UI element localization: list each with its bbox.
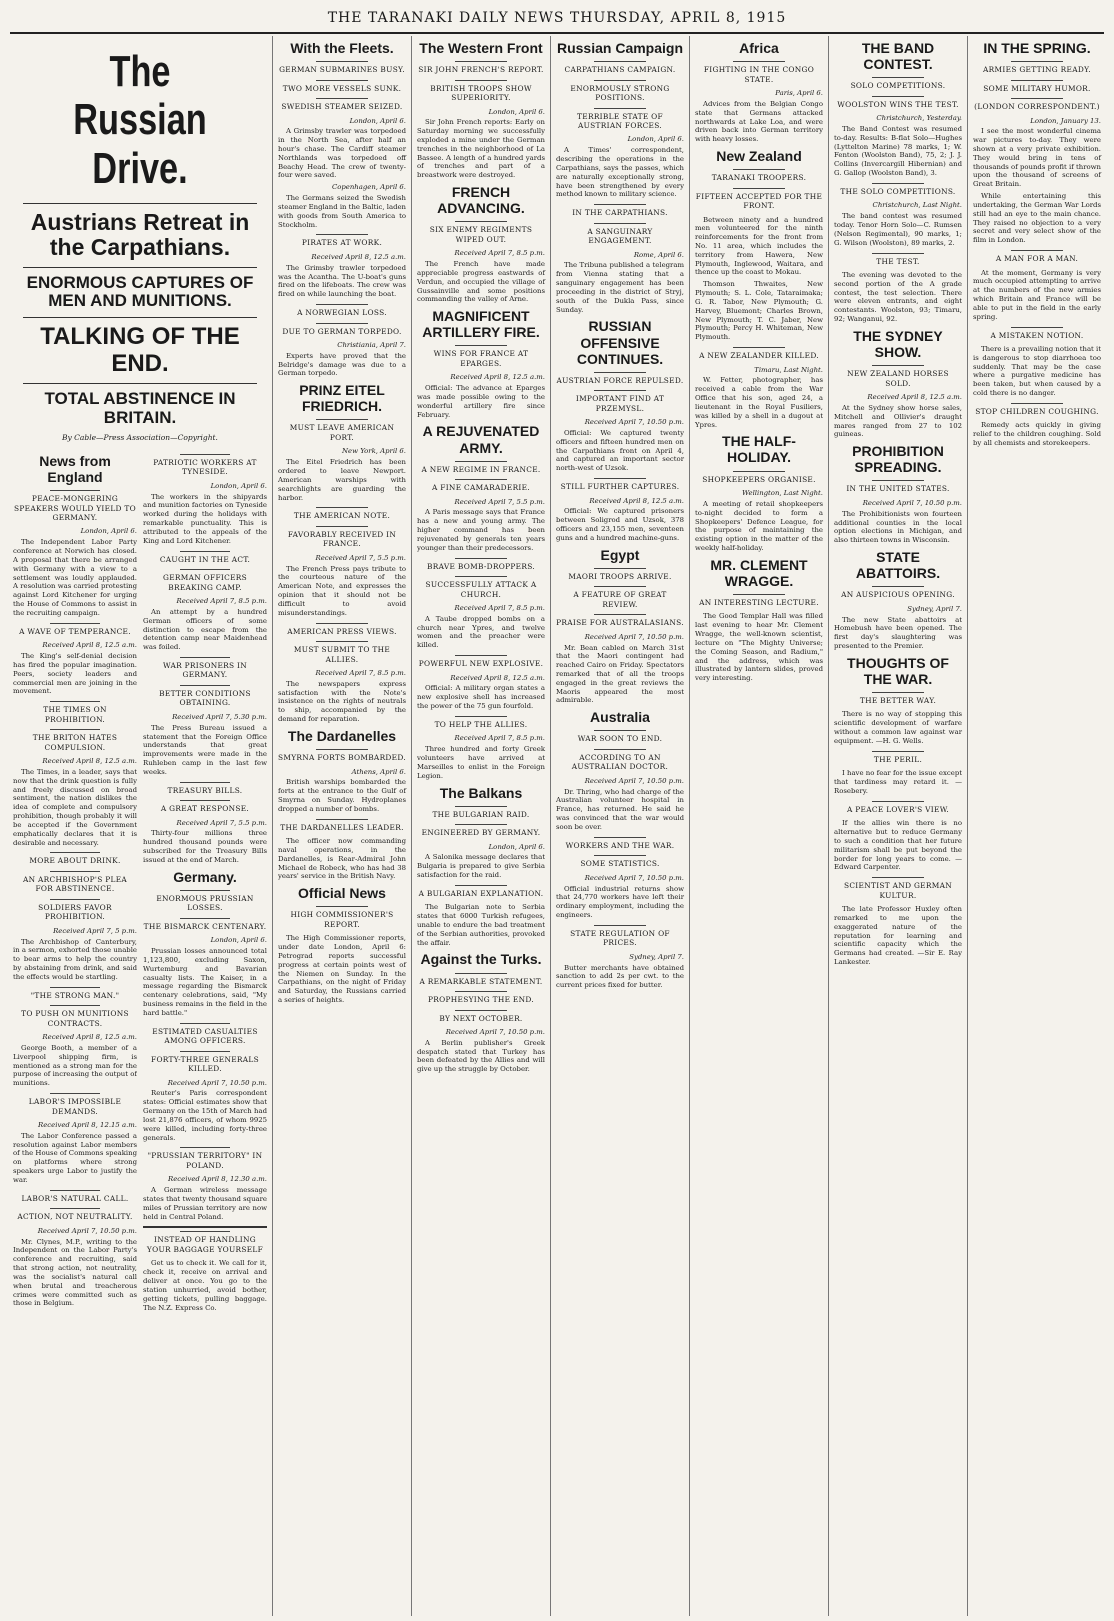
subheading: AMERICAN PRESS VIEWS. [278, 623, 406, 636]
article-paragraph: The new State abattoirs at Homebush have been opened. The first day's slaughtering was presented to the Premier. [834, 615, 962, 650]
subheading: A FINE CAMARADERIE. [417, 479, 545, 492]
subheading: A BULGARIAN EXPLANATION. [417, 885, 545, 898]
dateline: Received April 8, 12.5 a.m. [42, 641, 137, 650]
article-paragraph: Remedy acts quickly in giving relief to the children coughing. Sold by all chemists and storekeepers. [973, 421, 1101, 448]
lead-subheadline: Austrians Retreat in the Carpathians. [30, 209, 250, 261]
section-heading: PRINZ EITEL FRIEDRICH. [299, 382, 385, 415]
article-paragraph: Experts have proved that the Belridge's damage was due to a German torpedo. [278, 351, 406, 378]
section-heading: Africa [739, 40, 779, 56]
section-heading: Egypt [600, 546, 640, 563]
subheading: FIFTEEN ACCEPTED FOR THE FRONT. [695, 188, 823, 211]
subheading: A NEW ZEALANDER KILLED. [695, 347, 823, 360]
column-band-contest [828, 36, 967, 1616]
subheading: THE TIMES ON PROHIBITION. [13, 701, 137, 724]
article-paragraph: Official industrial returns show that 24,770 workers have left their ordinary employment, including the engineers. [556, 884, 684, 920]
dateline: Sydney, April 7. [629, 952, 684, 961]
article-paragraph: Official: We captured twenty officers and fifteen hundred men on the Carpathians front on April 4, and captured an important sector north-west of Uzsok. [556, 428, 684, 473]
dateline: Timaru, Last Night. [754, 365, 823, 374]
article-paragraph: The evening was devoted to the second portion of the A grade contest, the test selection. There were eleven entrants, and eight contestants. Woolston, 93; Timaru, 92; Wanganui, 92. [834, 271, 962, 324]
subheading: (LONDON CORRESPONDENT.) [973, 98, 1101, 111]
subheading: A GREAT RESPONSE. [143, 800, 267, 813]
subheading: DUE TO GERMAN TORPEDO. [278, 323, 406, 336]
subheading: STILL FURTHER CAPTURES. [556, 478, 684, 491]
article-paragraph: The High Commissioner reports, under date London, April 6: Petrograd reports successful progress at certain points west of the Niemen on Sunday. In the Carpathians, on the night of Friday and Saturday, the Russians carried a series of heights. [278, 934, 406, 1005]
divider [23, 383, 257, 384]
section-heading: Against the Turks. [420, 951, 542, 968]
section-heading: The Western Front [419, 40, 543, 56]
dateline: Received April 8, 12.15 a.m. [38, 1120, 137, 1129]
lead-story [8, 36, 272, 1616]
subheading: A NORWEGIAN LOSS. [278, 304, 406, 317]
section-heading: MAGNIFICENT ARTILLERY FIRE. [422, 308, 540, 341]
subheading: BRITISH TROOPS SHOW SUPERIORITY. [417, 80, 545, 103]
subheading: ARMIES GETTING READY. [973, 61, 1101, 74]
article-paragraph: Mr. Clynes, M.P., writing to the Independent on the Labor Party's conference and recruiting, said that strong action, not neutrality, was the socialist's natural call when brutal and treacherous crimes were committed such as those in Belgium. [13, 1237, 137, 1308]
article-paragraph: An attempt by a hundred German officers of some distinction to escape from the detention camp near Maidenhead was foiled. [143, 607, 267, 652]
article-paragraph: Between ninety and a hundred men volunteered for the ninth reinforcements for the front from No. 11 area, which includes the territory from Hawera, New Plymouth, Inglewood, Waitara, and thence up the coast to Mokau. [695, 215, 823, 277]
subheading: SIR JOHN FRENCH'S REPORT. [417, 61, 545, 74]
dateline: London, April 6. [210, 481, 267, 490]
lead-deck-3: TOTAL ABSTINENCE IN BRITAIN. [44, 388, 236, 427]
article-paragraph: If the allies win there is no alternative but to reduce Germany to such a condition that her future militarism shall be put beyond the border for long years to come. —Edward Carpenter. [834, 819, 962, 872]
subheading: TREASURY BILLS. [143, 782, 267, 795]
column-fleets [272, 36, 411, 1616]
article-paragraph: The Independent Labor Party conference at Norwich has closed. A proposal that there be arranged with Germany with a view to a settlement was loudly applauded. A resolution was carried protesting against Lord Kitchener for urging the House of Commons to assist in the recruiting campaign. [13, 538, 137, 617]
article-paragraph: The Band Contest was resumed to-day. Results: B-flat Solo—Hughes (Lyttelton Marine) 78 marks, 1; W. Fenton (Woolston Band), 75, 2; J. J. Collins (Invercargill Hibernian) and G. Gallop (Woolston Band), 3. [834, 124, 962, 178]
section-heading: THE BAND CONTEST. [861, 40, 935, 73]
column-russian-campaign [550, 36, 689, 1616]
section-heading: The Dardanelles [287, 727, 397, 744]
subheading: STOP CHILDREN COUGHING. [973, 403, 1101, 416]
section-heading: Germany. [173, 868, 237, 885]
subheading: SHOPKEEPERS ORGANISE. [695, 471, 823, 484]
article-paragraph: There is no way of stopping this scientific development of warfare without a common law against war equipment. —H. G. Wells. [834, 710, 962, 745]
article-paragraph: The Labor Conference passed a resolution against Labor members of the House of Commons speaking on platforms where strong speakers urge Labor to justify the war. [13, 1131, 137, 1184]
article-paragraph: The French Press pays tribute to the courteous nature of the American Note, and expresses the opinion that it should not be difficult to avoid misunderstandings. [278, 564, 406, 617]
subheading: BETTER CONDITIONS OBTAINING. [143, 685, 267, 708]
article-paragraph: While entertaining this undertaking, the German War Lords still had an eye to the main chance. They raised no objection to a very secret and very select show of the film in London. [973, 192, 1101, 245]
article-paragraph: A Times' correspondent, describing the operations in the Carpathians, says the passes, which are naturally exceptionally strong, have been strengthened by every method known to military science. [556, 146, 684, 199]
article-paragraph: Prussian losses announced total 1,123,800, excluding Saxon, Wurtemburg and Bavarian casualty lists. The Kaiser, in a message regarding the Bismarck centenary celebrations, said, "My business remains in the field in the hard battle." [143, 947, 267, 1017]
dateline: London, January 13. [1030, 116, 1101, 125]
article-paragraph: A meeting of retail shopkeepers to-night decided to form a Shopkeepers' Defence League, for the purpose of maintaining the existing option in the matter of the weekly half-holiday. [695, 499, 823, 552]
article-paragraph: A Paris message says that France has a new and young army. The higher command has been rejuvenated by generals ten years younger than their predecessors. [417, 508, 545, 552]
dateline: Received April 8, 12.5 a.m. [867, 393, 962, 402]
subheading: A MAN FOR A MAN. [973, 250, 1101, 263]
subheading: AUSTRIAN FORCE REPULSED. [556, 372, 684, 385]
subheading: MAORI TROOPS ARRIVE. [556, 568, 684, 581]
subheading: GERMAN OFFICERS BREAKING CAMP. [143, 569, 267, 592]
dateline: London, April 6. [627, 135, 684, 144]
subheading: FIGHTING IN THE CONGO STATE. [695, 61, 823, 84]
news-column-britain [143, 449, 267, 1315]
subheading: SUCCESSFULLY ATTACK A CHURCH. [417, 576, 545, 599]
subheading: TO HELP THE ALLIES. [417, 716, 545, 729]
subheading: LABOR'S NATURAL CALL. [13, 1190, 137, 1203]
subheading: STATE REGULATION OF PRICES. [556, 925, 684, 948]
column-africa-new-zealand [689, 36, 828, 1616]
dateline: New York, April 6. [342, 447, 406, 456]
section-heading: A REJUVENATED ARMY. [422, 423, 540, 456]
dateline: Received April 7, 5.5 p.m. [176, 818, 267, 827]
subheading: WOOLSTON WINS THE TEST. [834, 96, 962, 109]
dateline: London, April 6. [349, 116, 406, 125]
subheading: BY NEXT OCTOBER. [417, 1010, 545, 1023]
subheading: SOME MILITARY HUMOR. [973, 80, 1101, 93]
dateline: Received April 8, 12.5 a.m. [311, 252, 406, 261]
news-column-england [13, 449, 137, 1315]
dateline: Received April 7, 10.50 p.m. [167, 1078, 267, 1087]
dateline: London, April 6. [210, 936, 267, 945]
section-heading: New Zealand [716, 148, 802, 164]
subheading: AN INTERESTING LECTURE. [695, 594, 823, 607]
subheading: TERRIBLE STATE OF AUSTRIAN FORCES. [556, 108, 684, 131]
dateline: Received April 8, 12.5 a.m. [450, 373, 545, 382]
dateline: Christchurch, Last Night. [872, 201, 962, 210]
dateline: Received April 7, 10.50 p.m. [584, 418, 684, 427]
subheading: THE DARDANELLES LEADER. [278, 819, 406, 832]
subheading: BRAVE BOMB-DROPPERS. [417, 558, 545, 571]
dateline: Received April 7, 8.5 p.m. [315, 669, 406, 677]
subheading: SWEDISH STEAMER SEIZED. [278, 98, 406, 111]
article-paragraph: The workers in the shipyards and munition factories on Tyneside worked during the holidays with remarkable punctuality. This is attributed to the appeals of the King and Lord Kitchener. [143, 492, 267, 545]
subheading: HIGH COMMISSIONER'S REPORT. [278, 906, 406, 929]
dateline: Received April 7, 5.30 p.m. [172, 712, 267, 721]
subheading: GERMAN SUBMARINES BUSY. [278, 61, 406, 74]
subheading: MORE ABOUT DRINK. [13, 852, 137, 865]
subheading: SIX ENEMY REGIMENTS WIPED OUT. [417, 221, 545, 244]
subheading: A WAVE OF TEMPERANCE. [13, 623, 137, 636]
article-paragraph: The Grimsby trawler torpedoed was the Acantha. The U-boat's guns fired on the lifeboats. The crew was fired on while launching the boat. [278, 263, 406, 299]
dateline: Received April 7, 8.5 p.m. [454, 603, 545, 612]
subheading: A PEACE LOVER'S VIEW. [834, 801, 962, 814]
section-heading: THE HALF-HOLIDAY. [722, 433, 796, 466]
section-heading: Australia [590, 709, 650, 726]
article-paragraph: A Grimsby trawler was torpedoed in the North Sea, after half an hour's chase. The Cardiff steamer Northlands was torpedoed off Beachy Head. The crew of twenty-four were saved. [278, 127, 406, 180]
article-paragraph: The Germans seized the Swedish steamer England in the Baltic, laden with goods from South America to Stockholm. [278, 194, 406, 229]
advertisement-text: Get us to check it. We call for it, check it, receive on arrival and deliver at once. You go to the station unhurried, avoid bother, getting tickets, pulling baggage. The N.Z. Express Co. [143, 1259, 267, 1312]
section-heading: Official News [298, 885, 386, 902]
subheading: THE BRITON HATES COMPULSION. [13, 729, 137, 752]
dateline: Received April 7, 10.50 p.m. [584, 873, 684, 882]
dateline: Received April 7, 8.5 p.m. [454, 249, 545, 258]
dateline: Received April 8, 12.5 a.m. [589, 496, 684, 505]
masthead: THE TARANAKI DAILY NEWS THURSDAY, APRIL 8, 1915 [10, 4, 1104, 34]
section-heading: The Balkans [439, 784, 523, 801]
section-heading: MR. CLEMENT WRAGGE. [710, 556, 808, 589]
article-paragraph: British warships bombarded the forts at the entrance to the Gulf of Smyrna on Sunday. Hydroplanes dropped a number of bombs. [278, 778, 406, 813]
subheading: A REMARKABLE STATEMENT. [417, 973, 545, 986]
subheading: A SANGUINARY ENGAGEMENT. [556, 223, 684, 246]
dateline: Received April 7, 8.5 p.m. [176, 597, 267, 606]
dateline: Received April 7, 10.50 p.m. [584, 776, 684, 785]
dateline: Wellington, Last Night. [741, 489, 823, 498]
article-paragraph: The Press Bureau issued a statement that the Foreign Office understands that great improvements were made in the Ruhleben camp in the last few weeks. [143, 723, 267, 776]
section-heading: THOUGHTS OF THE WAR. [847, 654, 949, 687]
article-paragraph: Thomson Thwaites, New Plymouth; S. L. Cole, Tataraimaka; G. R. Tabor, New Plymouth; G. Harvey, Bluemont; Charles Brown, New Plymouth; T. C. Jaber, New Plymouth; Percy H. Whiteman, New Plymouth. [695, 280, 823, 342]
subheading: FORTY-THREE GENERALS KILLED. [143, 1051, 267, 1074]
subheading: WORKERS AND THE WAR. [556, 837, 684, 850]
dateline: Received April 8, 12.5 a.m. [450, 673, 545, 682]
article-paragraph: Official: We captured prisoners between Soligrod and Uzsok, 378 officers and 23,155 men, seventeen guns and a hundred machine-guns. [556, 507, 684, 542]
dateline: Received April 7, 8.5 p.m. [454, 734, 545, 743]
dateline: Athens, April 6. [351, 767, 406, 776]
article-paragraph: The Tribuna published a telegram from Vienna stating that a sanguinary engagement has been proceeding in the district of Stryj, south of the Dukla Pass, since Sunday. [556, 261, 684, 314]
section-heading: Russian Campaign [556, 40, 684, 56]
subheading: POWERFUL NEW EXPLOSIVE. [417, 655, 545, 668]
dateline: Copenhagen, April 6. [331, 183, 406, 192]
article-paragraph: The Prohibitionists won fourteen additional counties in the local option elections in Michigan, and also thirteen towns in Wisconsin. [834, 509, 962, 545]
article-paragraph: The officer now commanding naval operations, in the Dardanelles, is Rear-Admiral John Michael de Robeck, who has had 38 years' service in the British Navy. [278, 837, 406, 881]
subheading: FAVORABLY RECEIVED IN FRANCE. [278, 526, 406, 549]
article-paragraph: The French have made appreciable progress eastwards of Verdun, and occupied the village of Gussainville and some positions commanding the valley of Arne. [417, 260, 545, 304]
subheading: A FEATURE OF GREAT REVIEW. [556, 586, 684, 609]
subheading: WAR SOON TO END. [556, 730, 684, 743]
subheading: ACCORDING TO AN AUSTRALIAN DOCTOR. [556, 749, 684, 772]
subheading: IN THE CARPATHIANS. [556, 204, 684, 217]
dateline: Christiania, April 7. [337, 340, 406, 349]
subheading: ENGINEERED BY GERMANY. [417, 824, 545, 837]
section-heading: STATE ABATTOIRS. [855, 549, 941, 582]
article-paragraph: Three hundred and forty Greek volunteers have arrived at Marseilles to enlist in the Foreign Legion. [417, 745, 545, 780]
subheading: A NEW REGIME IN FRANCE. [417, 461, 545, 474]
dateline: Rome, April 6. [633, 250, 684, 259]
subheading: THE BISMARCK CENTENARY. [143, 918, 267, 931]
subheading: LABOR'S IMPOSSIBLE DEMANDS. [13, 1093, 137, 1116]
lead-deck-2: TALKING OF THE END. [40, 323, 240, 377]
section-heading: With the Fleets. [290, 40, 394, 56]
article-paragraph: Sir John French reports: Early on Saturday morning we successfully exploded a mine under the German trenches in the neighborhood of La Bassee. A length of a hundred yards of trenches and part of a breastwork were destroyed. [417, 118, 545, 180]
article-paragraph: The Archbishop of Canterbury, in a sermon, exhorted those unable to bear arms to help the country by abstaining from drink, and said the effects would be startling. [13, 937, 137, 981]
section-heading: RUSSIAN OFFENSIVE CONTINUES. [576, 318, 664, 367]
subheading: AN AUSPICIOUS OPENING. [834, 586, 962, 599]
subheading: SCIENTIST AND GERMAN KULTUR. [834, 877, 962, 900]
dateline: London, April 6. [488, 842, 545, 851]
subheading: MUST SUBMIT TO THE ALLIES. [278, 641, 406, 664]
divider [23, 317, 257, 318]
subheading: THE PERIL. [834, 751, 962, 764]
subheading: WINS FOR FRANCE AT EPARGES. [417, 345, 545, 368]
divider [23, 203, 257, 204]
dateline: Received April 8, 12.5 a.m. [42, 1033, 137, 1042]
dateline: London, April 6. [80, 527, 137, 536]
subheading: "THE STRONG MAN." [13, 987, 137, 1000]
article-paragraph: I have no fear for the issue except that tardiness may retard it. —Rosebery. [834, 769, 962, 795]
article-paragraph: At the Sydney show horse sales, Mitchell and Ollivier's draught mares ranged from 27 to 102 guineas. [834, 403, 962, 439]
article-paragraph: Official: A military organ states a new explosive shell has increased the power of the 75 gun fourfold. [417, 684, 545, 711]
subheading: TO PUSH ON MUNITIONS CONTRACTS. [13, 1005, 137, 1028]
subheading: SOME STATISTICS. [556, 855, 684, 868]
article-paragraph: The Good Templar Hall was filled last evening to hear Mr. Clement Wragge, the well-known scientist, lecture on "The Mighty Universe; the Coming Season, and Radium," and the address, which was illustrated by lantern slides, proved very interesting. [695, 612, 823, 683]
article-paragraph: The late Professor Huxley often remarked to me upon the exaggerated nature of the reputation for learning and scientific capacity which the Germans had created. —Sir E. Ray Lankester. [834, 905, 962, 967]
article-paragraph: W. Fetter, photographer, has received a cable from the War Office that his son, aged 24, a lieutenant in the Royal Fusiliers, was killed by a shell in a dugout at Ypres. [695, 376, 823, 429]
subheading: ESTIMATED CASUALTIES AMONG OFFICERS. [143, 1023, 267, 1046]
subheading: ENORMOUS PRUSSIAN LOSSES. [143, 890, 267, 913]
subheading: A MISTAKEN NOTION. [973, 327, 1101, 340]
dateline: Christchurch, Yesterday. [876, 114, 962, 123]
subheading: NEW ZEALAND HORSES SOLD. [834, 365, 962, 388]
subheading: PIRATES AT WORK. [278, 234, 406, 247]
article-paragraph: A Taube dropped bombs on a church near Ypres, and twelve women and the preacher were killed. [417, 614, 545, 650]
subheading: CARPATHIANS CAMPAIGN. [556, 61, 684, 74]
article-paragraph: There is a prevailing notion that it is dangerous to stop diarrhoea too suddenly. That may be the case where a purgative medicine has been taken, but when caused by a cold there is no danger. [973, 345, 1101, 398]
columns [8, 36, 1106, 1616]
column-western-front [411, 36, 550, 1616]
dateline: Sydney, April 7. [907, 604, 962, 613]
dateline: Received April 7, 10.50 p.m. [445, 1027, 545, 1036]
lead-headline: The Russian Drive. [73, 47, 207, 193]
section-heading: THE SYDNEY SHOW. [853, 327, 943, 361]
article-paragraph: Official: The advance at Eparges was made possible owing to the wonderful artillery fire since February. [417, 384, 545, 419]
subheading: PROPHESYING THE END. [417, 991, 545, 1004]
article-paragraph: A German wireless message states that twenty thousand square miles of Prussian territory are now held in Central Poland. [143, 1186, 267, 1221]
subheading: CAUGHT IN THE ACT. [143, 551, 267, 564]
subheading: PRAISE FOR AUSTRALASIANS. [556, 614, 684, 627]
article-paragraph: The newspapers express satisfaction with the Note's insistence on the rights of neutrals to ship, accompanied by the demand for reparation. [278, 679, 406, 724]
article-paragraph: The Times, in a leader, says that now that the drink question is fully and freely discussed on broad sentiment, the nation dislikes the idea of complete and compulsory prohibition, though probably it will be accepted if the Government emphatically declares that it is desirable and necessary. [13, 767, 137, 847]
article-paragraph: A Salonika message declares that Bulgaria is prepared to give Serbia satisfaction for the raid. [417, 853, 545, 880]
subheading: IMPORTANT FIND AT PRZEMYSL. [556, 390, 684, 413]
advertisement-heading: INSTEAD OF HANDLING YOUR BAGGAGE YOURSELF [143, 1226, 267, 1254]
subheading: "PRUSSIAN TERRITORY" IN POLAND. [143, 1147, 267, 1170]
article-paragraph: The Bulgarian note to Serbia states that 6000 Turkish refugees, unable to endure the bad treatment of the Serbian authorities, provoked the affair. [417, 903, 545, 947]
article-paragraph: The King's self-denial decision has fired the popular imagination. Peers, society leaders and commercial men are joining in the movement. [13, 652, 137, 696]
subheading: THE AMERICAN NOTE. [278, 507, 406, 520]
section-heading: News from England [39, 452, 111, 485]
subheading: WAR PRISONERS IN GERMANY. [143, 657, 267, 680]
subheading: THE BULGARIAN RAID. [417, 806, 545, 819]
dateline: Received April 8, 12.30 a.m. [168, 1175, 267, 1184]
section-heading: PROHIBITION SPREADING. [852, 443, 944, 476]
subheading: THE BETTER WAY. [834, 692, 962, 705]
article-paragraph: Dr. Thring, who had charge of the Australian volunteer hospital in France, has returned. He said he was convinced that the war would soon be over. [556, 787, 684, 831]
dateline: Received April 7, 5.5 p.m. [454, 497, 545, 506]
section-heading: IN THE SPRING. [983, 40, 1091, 56]
lead-columns [13, 449, 267, 1315]
subheading: THE SOLO COMPETITIONS. [834, 183, 962, 196]
subheading: ENORMOUSLY STRONG POSITIONS. [556, 80, 684, 103]
subheading: MUST LEAVE AMERICAN PORT. [278, 419, 406, 442]
article-paragraph: The Eitel Friedrich has been ordered to leave Newport. American warships with searchlights are guarding the harbor. [278, 458, 406, 502]
dateline: Received April 7, 5.5 p.m. [315, 553, 406, 562]
dateline: Received April 7, 10.50 p.m. [584, 632, 684, 641]
article-paragraph: Advices from the Belgian Congo state that Germans attacked northwards at Lake Loa, and were driven back into German territory with heavy losses. [695, 99, 823, 144]
article-paragraph: I see the most wonderful cinema war pictures to-day. They were shown at a very private exhibition. They would bring in tens of thousands of pounds profit if thrown upon the thousand of screens of Great Britain. [973, 127, 1101, 189]
divider [23, 267, 257, 268]
dateline: Paris, April 6. [775, 89, 823, 98]
subheading: PEACE-MONGERING SPEAKERS WOULD YIELD TO GERMANY. [13, 490, 137, 522]
section-heading: FRENCH ADVANCING. [437, 184, 525, 217]
dateline: Received April 7, 10.50 p.m. [862, 498, 962, 507]
article-paragraph: Butter merchants have obtained sanction to add 2s per cwt. to the current prices fixed for butter. [556, 963, 684, 990]
article-paragraph: The band contest was resumed today. Tenor Horn Solo—C. Rumsen (Nelson Regimental), 90 marks, 1; G. Wilson (Woolston), 89 marks, 2. [834, 212, 962, 247]
article-paragraph: Thirty-four millions three hundred thousand pounds were subscribed for the Treasury Bills issued at the end of March. [143, 829, 267, 864]
dateline: London, April 6. [488, 107, 545, 116]
byline: By Cable—Press Association—Copyright. [62, 433, 218, 443]
subheading: PATRIOTIC WORKERS AT TYNESIDE. [143, 454, 267, 477]
subheading: ACTION, NOT NEUTRALITY. [13, 1208, 137, 1221]
dateline: Received April 7, 10.50 p.m. [37, 1226, 137, 1235]
subheading: SOLO COMPETITIONS. [834, 77, 962, 90]
dateline: Received April 8, 12.5 a.m. [42, 757, 137, 766]
subheading: SOLDIERS FAVOR PROHIBITION. [13, 899, 137, 922]
article-paragraph: Reuter's Paris correspondent states: Official estimates show that Germany on the 15th of March had lost 21,876 officers, of whom 9925 were killed, including forty-three generals. [143, 1089, 267, 1142]
subheading: TWO MORE VESSELS SUNK. [278, 80, 406, 93]
dateline: Received April 7, 5 p.m. [53, 926, 137, 935]
column-in-the-spring [967, 36, 1106, 1616]
article-paragraph: A Berlin publisher's Greek despatch stated that Turkey has been defeated by the Allies and will give up the struggle by October. [417, 1038, 545, 1074]
lead-deck: ENORMOUS CAPTURES OF MEN AND MUNITIONS. [26, 272, 254, 311]
subheading: TARANAKI TROOPERS. [695, 169, 823, 182]
subheading: AN ARCHBISHOP'S PLEA FOR ABSTINENCE. [13, 871, 137, 894]
article-paragraph: Mr. Bean cabled on March 31st that the Maori contingent had reached Cairo on Friday. Spectators remarked that of all the troops engaged in the great reviews the Maoris appeared the most admirable. [556, 643, 684, 705]
subheading: IN THE UNITED STATES. [834, 480, 962, 493]
subheading: SMYRNA FORTS BOMBARDED. [278, 749, 406, 762]
article-paragraph: George Booth, a member of a Liverpool shipping firm, is mentioned as a strong man for the purpose of increasing the output of munitions. [13, 1043, 137, 1088]
subheading: THE TEST. [834, 253, 962, 266]
article-paragraph: At the moment, Germany is very much occupied attempting to arrive at the numbers of the new armies which Britain and France will be able to put in the field in the early spring. [973, 268, 1101, 321]
